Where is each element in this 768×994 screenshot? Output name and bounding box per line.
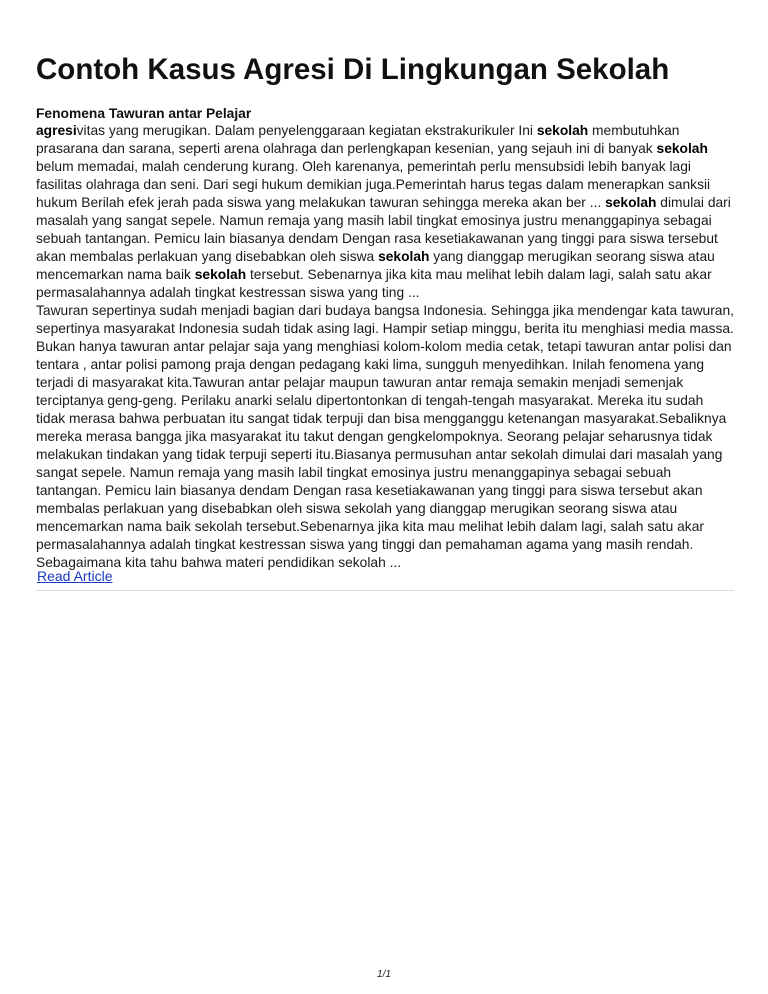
highlighted-keyword: sekolah: [378, 249, 430, 264]
highlighted-keyword: sekolah: [605, 195, 657, 210]
highlighted-keyword: sekolah: [656, 141, 708, 156]
page-number: 1/1: [377, 969, 391, 980]
text-segment: tersebut. Sebenarnya jika kita mau melihat lebih dalam lagi, salah satu akar permasalahannya adalah tingkat kestressan siswa yang ting ...: [36, 267, 712, 300]
section-heading: Fenomena Tawuran antar Pelajar: [36, 106, 252, 121]
highlighted-keyword: sekolah: [536, 123, 589, 138]
highlighted-keyword: agresi: [36, 123, 77, 138]
read-article-link[interactable]: Read Article: [37, 568, 113, 584]
page-title: Contoh Kasus Agresi Di Lingkungan Sekolah: [36, 53, 670, 86]
highlighted-keyword: sekolah: [194, 267, 247, 282]
text-segment: membutuhkan prasarana dan sarana, seperti arena olahraga dan perlengkapan kesenian, yang sejauh ini di banyak: [36, 123, 680, 156]
article-body: [36, 122, 736, 572]
divider: [36, 590, 734, 591]
paragraph-excerpt-2: Tawuran sepertinya sudah menjadi bagian dari budaya bangsa Indonesia. Sehingga jika mendengar kata tawuran, sepertinya masyarakat Indonesia sudah tidak asing lagi. Hampir setiap minggu, berita itu menghiasi media massa. Bukan hanya tawuran antar pelajar saja yang menghiasi kolom-kolom media cetak, tetapi tawuran antar polisi dan tentara , antar polisi pamong praja dengan pedagang kaki lima, sungguh menyedihkan. Inilah fenomena yang terjadi di masyarakat kita.Tawuran antar pelajar maupun tawuran antar remaja semakin menjadi semenjak terciptanya geng-geng. Perilaku anarki selalu dipertontonkan di tengah-tengah masyarakat. Mereka itu sudah tidak merasa bahwa perbuatan itu sangat tidak terpuji dan bisa mengganggu ketenangan masyarakat.Sebaliknya mereka merasa bangga jika masyarakat itu takut dengan gengkelompoknya. Seorang pelajar seharusnya tidak melakukan tindakan yang tidak terpuji seperti itu.Biasanya permusuhan antar sekolah dimulai dari masalah yang sangat sepele. Namun remaja yang masih labil tingkat emosinya justru menanggapinya sebagai sebuah tantangan. Pemicu lain biasanya dendam Dengan rasa kesetiakawanan yang tinggi para siswa tersebut akan membalas perlakuan yang disebabkan oleh siswa sekolah yang dianggap merugikan seorang siswa atau mencemarkan nama baik sekolah tersebut.Sebenarnya jika kita mau melihat lebih dalam lagi, salah satu akar permasalahannya adalah tingkat kestressan siswa yang tinggi dan pemahaman agama yang masih rendah. Sebagaimana kita tahu bahwa materi pendidikan sekolah ...: [36, 303, 734, 570]
text-segment: belum memadai, malah cenderung kurang. Oleh karenanya, pemerintah perlu mensubsidi lebih banyak lagi fasilitas olahraga dan seni. Dari segi hukum demikian juga.Pemerintah harus tegas dalam menerapkan sanksii hukum Berilah efek jerah pada siswa yang melakukan tawuran sehingga mereka akan ber ...: [36, 159, 711, 210]
text-segment: yang dianggap merugikan seorang siswa atau mencemarkan nama baik: [36, 249, 715, 282]
text-segment: vitas yang merugikan. Dalam penyelenggaraan kegiatan ekstrakurikuler Ini: [76, 123, 537, 138]
paragraph-excerpt-1: [36, 122, 736, 302]
text-segment: dimulai dari masalah yang sangat sepele. Namun remaja yang masih labil tingkat emosinya justru menanggapinya sebagai sebuah tantangan. Pemicu lain biasanya dendam Dengan rasa kesetiakawanan yang tinggi para siswa tersebut akan membalas perlakuan yang disebabkan oleh siswa: [36, 195, 731, 264]
